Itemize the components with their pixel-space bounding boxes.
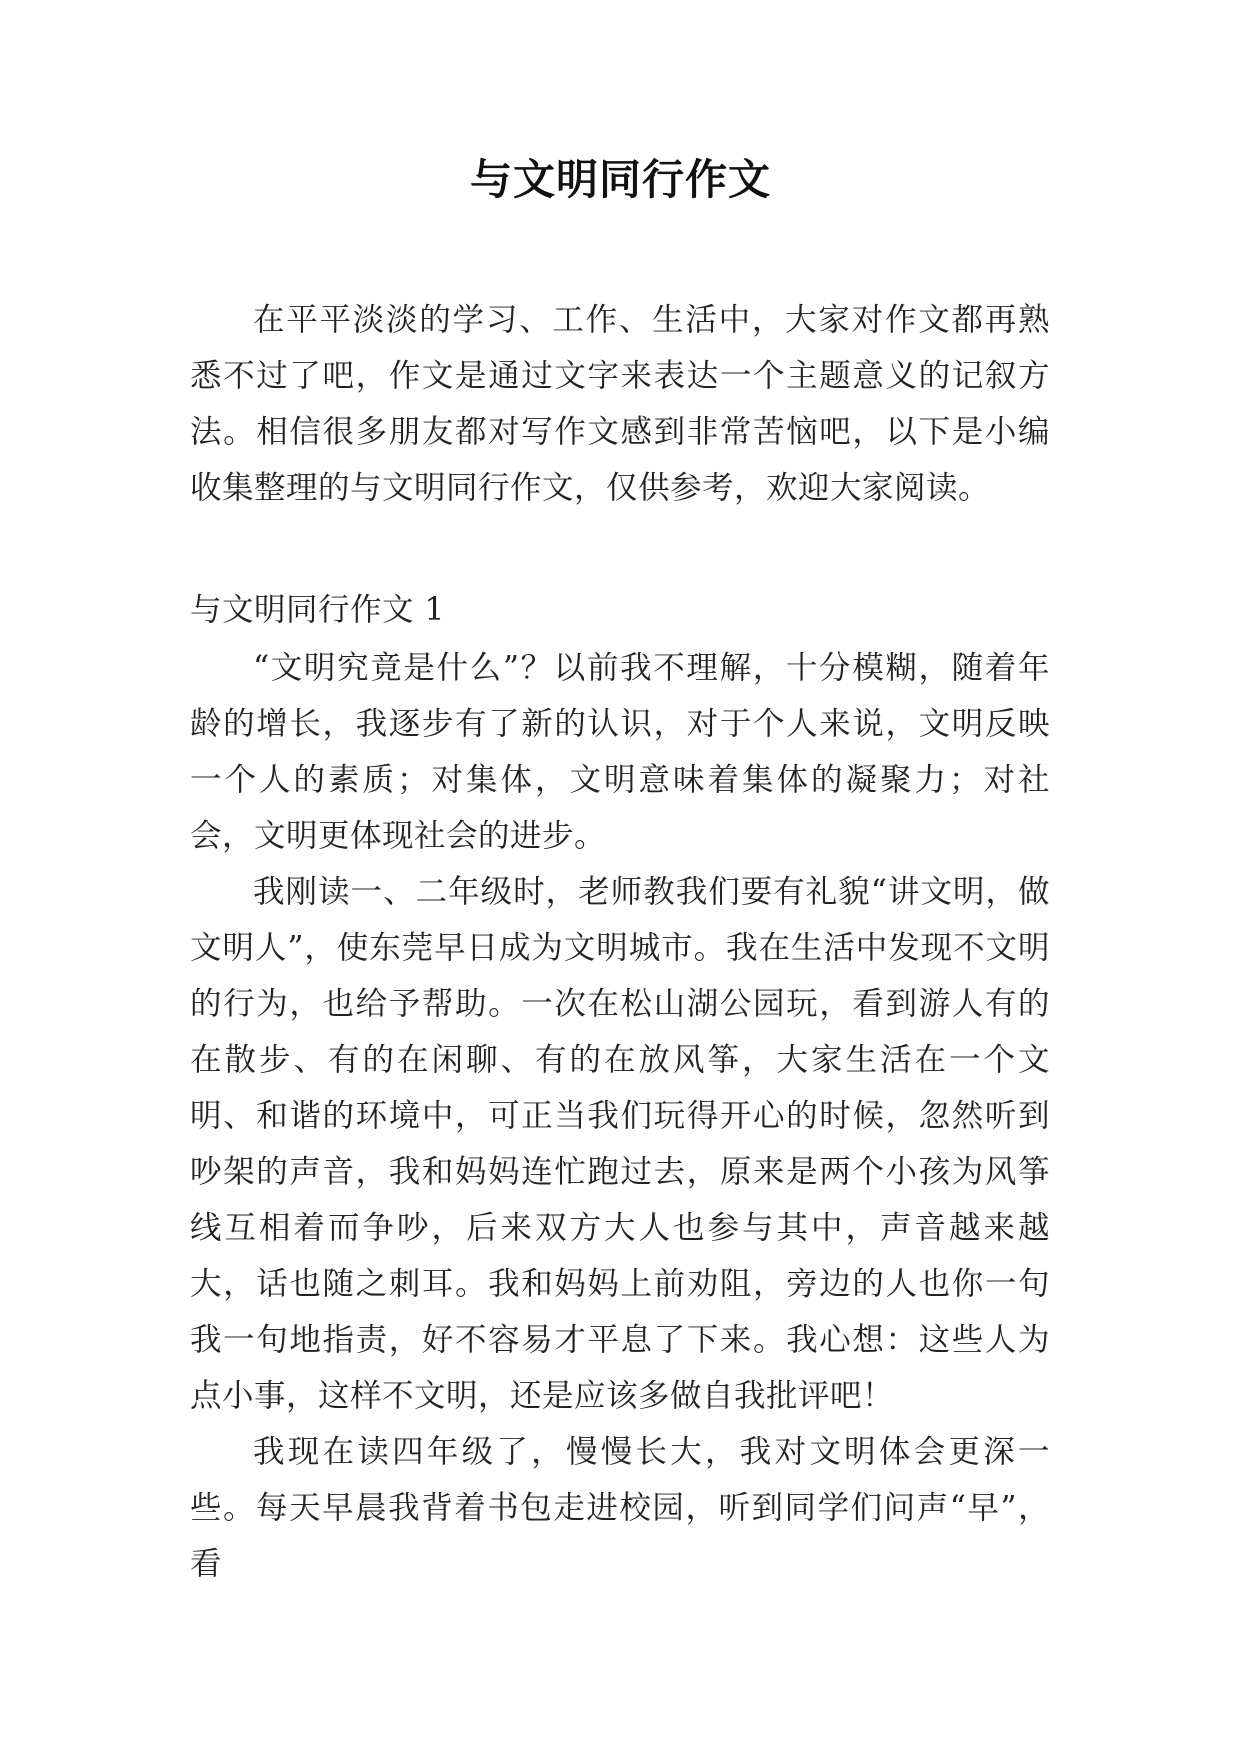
essay-paragraph-1: “文明究竟是什么”？以前我不理解，十分模糊，随着年龄的增长，我逐步有了新的认识，对于个人来说，文明反映一个人的素质；对集体，文明意味着集体的凝聚力；对社会，文明更体现社会的进步。 [190,650,1050,854]
essay-paragraph-2: 我刚读一、二年级时，老师教我们要有礼貌“讲文明，做文明人”，使东莞早日成为文明城市。我在生活中发现不文明的行为，也给予帮助。一次在松山湖公园玩，看到游人有的在散步、有的在闲聊、有的在放风筝，大家生活在一个文明、和谐的环境中，可正当我们玩得开心的时候，忽然听到吵架的声音，我和妈妈连忙跑过去，原来是两个小孩为风筝线互相着而争吵，后来双方大人也参与其中，声音越来越大，话也随之刺耳。我和妈妈上前劝阻，旁边的人也你一句我一句地指责，好不容易才平息了下来。我心想：这些人为点小事，这样不文明，还是应该多做自我批评吧！ [190,874,1050,1414]
intro-block [190,292,1050,516]
document-title: 与文明同行作文 [469,155,771,204]
section-heading: 与文明同行作文 1 [190,592,446,628]
essay-paragraph-3: 我现在读四年级了，慢慢长大，我对文明体会更深一些。每天早晨我背着书包走进校园，听到同学们问声“早”，看 [190,1434,1050,1582]
essay-body [190,640,1050,1592]
intro-paragraph: 在平平淡淡的学习、工作、生活中，大家对作文都再熟悉不过了吧，作文是通过文字来表达一个主题意义的记叙方法。相信很多朋友都对写作文感到非常苦恼吧，以下是小编收集整理的与文明同行作文，仅供参考，欢迎大家阅读。 [190,302,1050,506]
